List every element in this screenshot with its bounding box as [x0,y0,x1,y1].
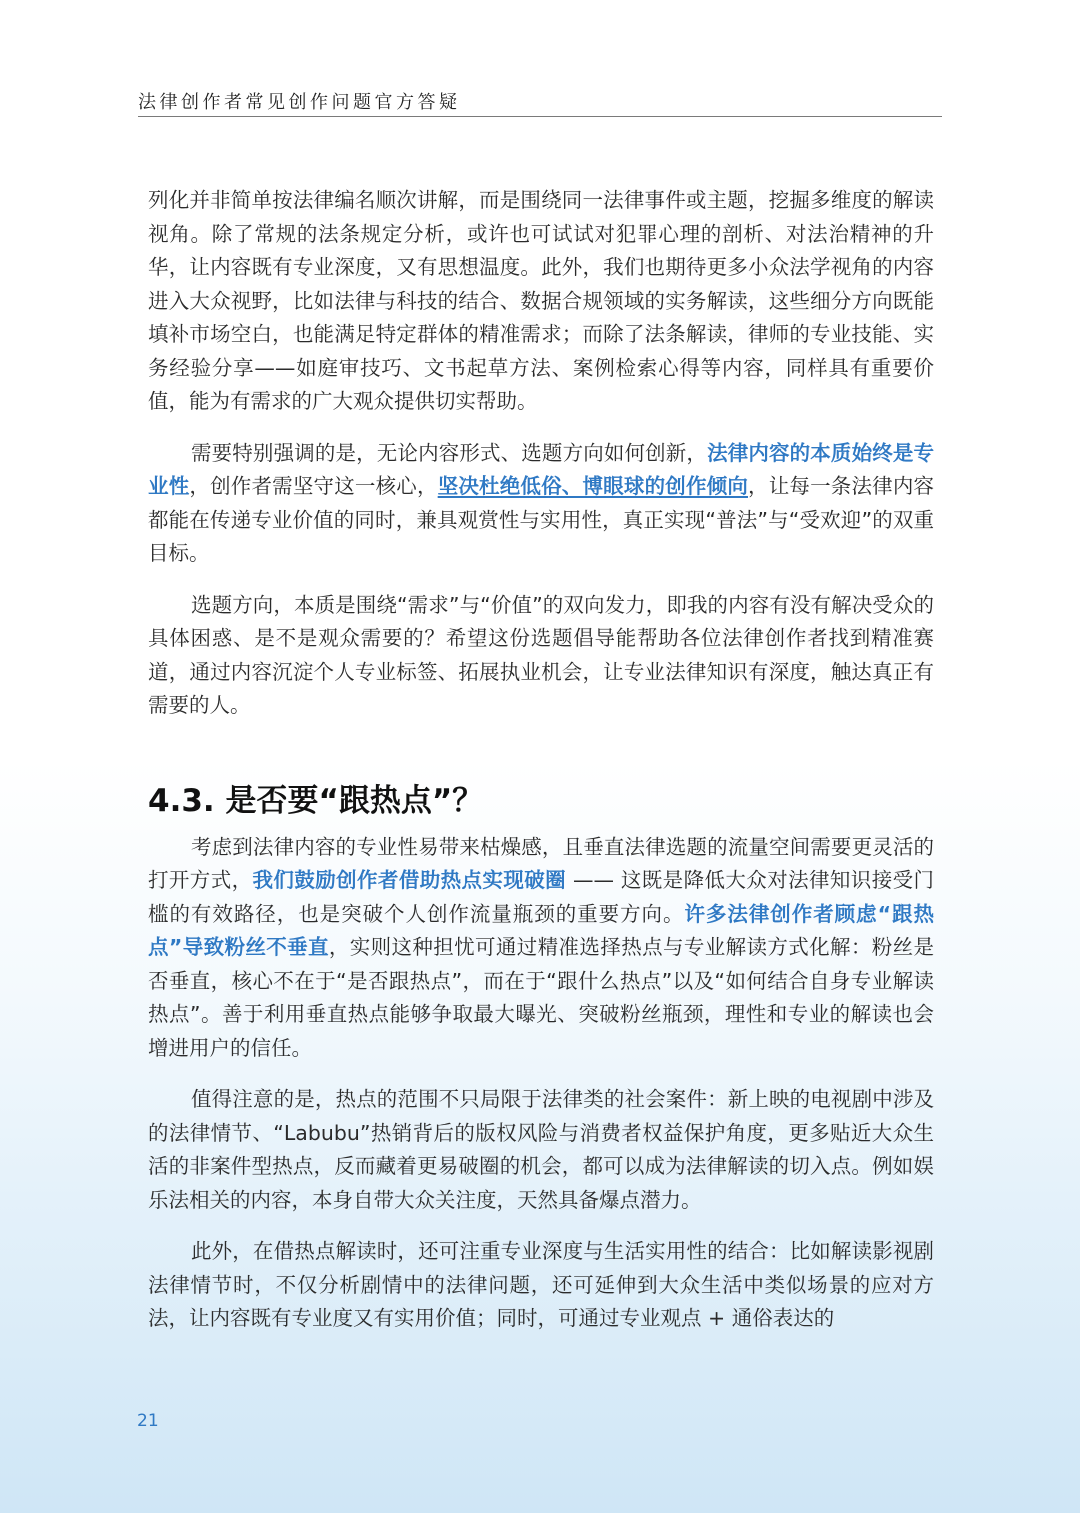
text-segment: —— 这既是降低大众对法律知识接受门槛的有效路径，也是突破个人创作流量瓶颈的重要方向。 [148,868,935,926]
text-segment: 考虑到法律内容的专业性易带来枯燥感，且垂直法律选题的流量空间需要更灵活的打开方式， [148,834,934,892]
paragraph-hot-topic-scope: 值得注意的是，热点的范围不只局限于法律类的社会案件：新上映的电视剧中涉及的法律情节、“Labubu”热销背后的版权风险与消费者权益保护角度，更多贴近大众生活的非案件型热点，反而藏着更易破圈的机会，都可以成为法律解读的切入点。例如娱乐法相关的内容，本身自带大众关注度，天然具备爆点潜力。 [148,1087,934,1212]
paragraph-depth-and-practicality: 此外，在借热点解读时，还可注重专业深度与生活实用性的结合：比如解读影视剧法律情节时，不仅分析剧情中的法律问题，还可延伸到大众生活中类似场景的应对方法，让内容既有专业度又有实用价值；同时，可通过专业观点 + 通俗表达的 [148,1239,934,1330]
paragraph-topic-direction: 选题方向，本质是围绕“需求”与“价值”的双向发力，即我的内容有没有解决受众的具体困惑、是不是观众需要的？希望这份选题倡导能帮助各位法律创作者找到精准赛道，通过内容沉淀个人专业标签、拓展执业机会，让专业法律知识有深度，触达真正有需要的人。 [148,592,934,717]
highlight-encourage-hot-topics: 我们鼓励创作者借助热点实现破圈 [252,868,567,892]
paragraph-hot-topics [148,831,934,1066]
text-segment: ，实则这种担忧可通过精准选择热点与专业解读方式化解：粉丝是否垂直，核心不在于“是否跟热点”，而在于“跟什么热点”以及“如何结合自身专业解读热点”。善于利用垂直热点能够争取最大曝光、突破粉丝瓶颈，理性和专业的解读也会增进用户的信任。 [148,935,934,1060]
main-content [148,184,934,1336]
page-number: 21 [137,1411,159,1431]
text-segment: ，让每一条法律内容都能在传递专业价值的同时，兼具观赏性与实用性，真正实现“普法”与“受欢迎”的双重目标。 [148,474,935,565]
text-segment: 需要特别强调的是，无论内容形式、选题方向如何创新， [191,440,708,465]
highlight-core-professionalism: 法律内容的本质始终是专业性 [148,440,935,498]
highlight-reject-vulgar: 坚决杜绝低俗、博眼球的创作倾向 [437,474,749,498]
highlight-creator-concern: 许多法律创作者顾虑“跟热点”导致粉丝不垂直 [148,901,934,959]
paragraph-emphasis [148,437,934,571]
paragraph-continuation: 列化并非简单按法律编名顺次讲解，而是围绕同一法律事件或主题，挖掘多维度的解读视角。除了常规的法条规定分析，或许也可试试对犯罪心理的剖析、对法治精神的升华，让内容既有专业深度，又有思想温度。此外，我们也期待更多小众法学视角的内容进入大众视野，比如法律与科技的结合、数据合规领域的实务解读，这些细分方向既能填补市场空白，也能满足特定群体的精准需求；而除了法条解读，律师的专业技能、实务经验分享——如庭审技巧、文书起草方法、案例检索心得等内容，同样具有重要价值，能为有需求的广大观众提供切实帮助。 [148,188,934,413]
section-title: 4.3. 是否要“跟热点”？ [148,782,484,819]
text-segment: ，创作者需坚守这一核心， [189,474,438,498]
running-header [138,84,942,117]
header-title: 法律创作者常见创作问题官方答疑 [138,92,461,113]
